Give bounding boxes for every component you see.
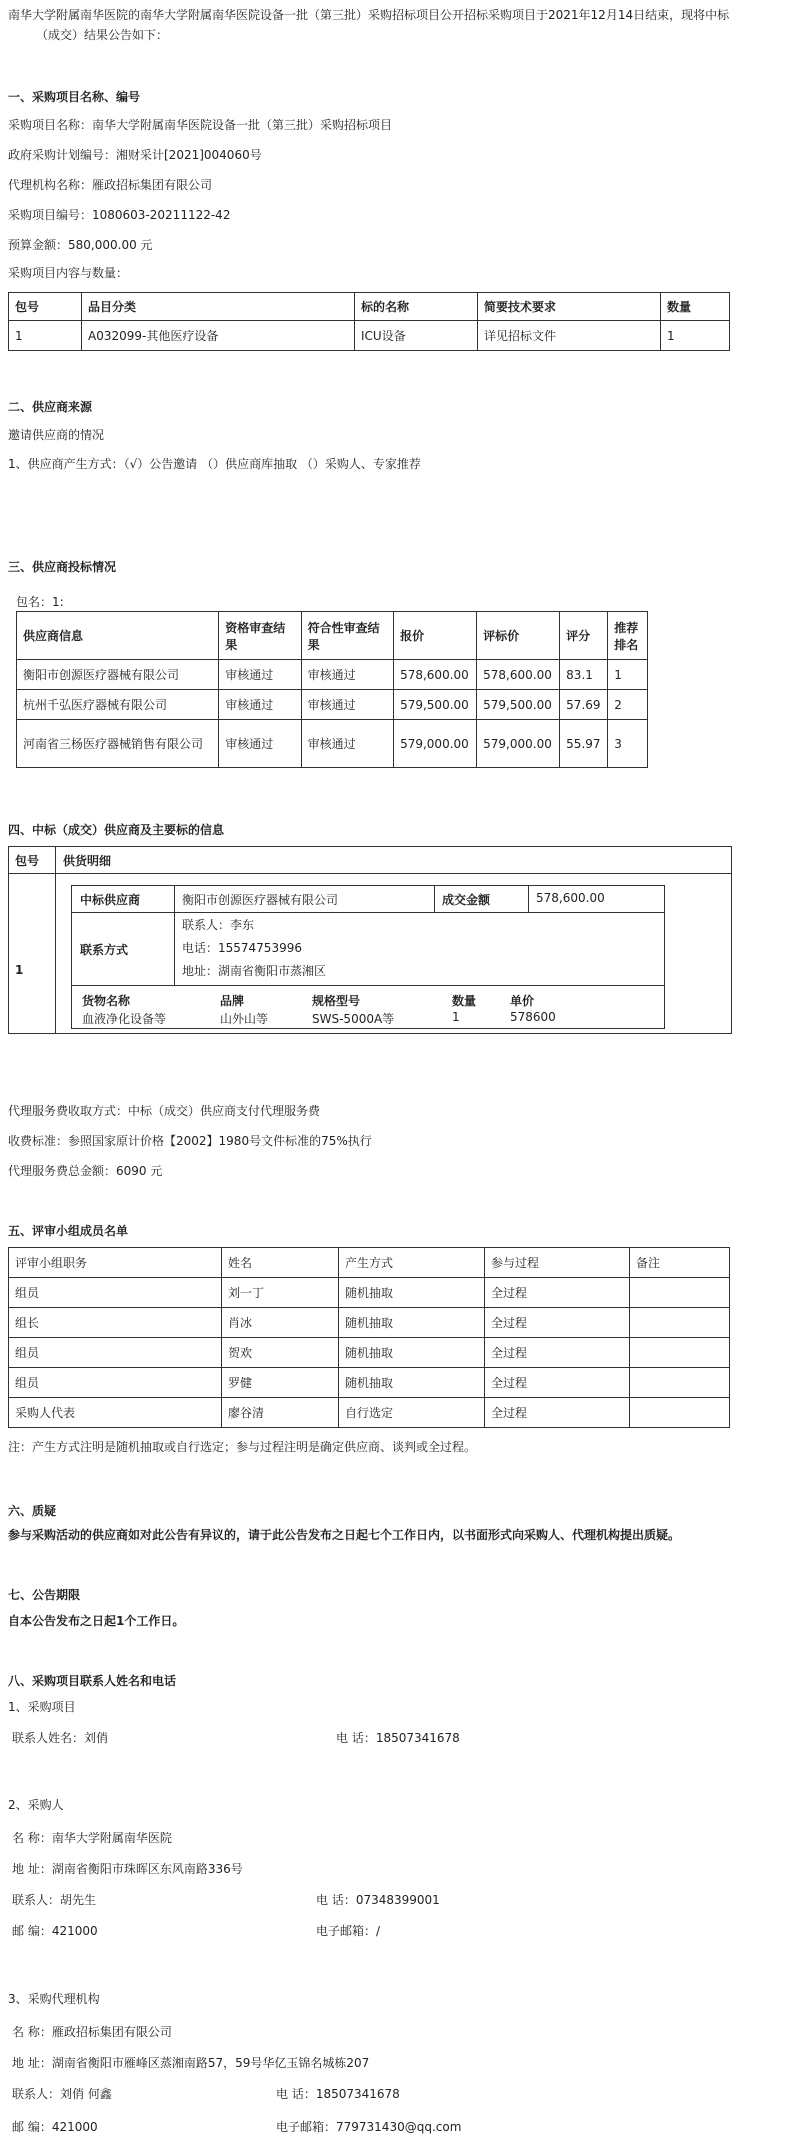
table-cell: 随机抽取	[339, 1308, 485, 1338]
package-name: 包名：1:	[16, 595, 64, 609]
detail-divider	[72, 985, 664, 986]
table-cell: 1	[9, 321, 82, 351]
project-content-table	[8, 292, 730, 351]
buyer-address: 地 址：湖南省衡阳市珠晖区东风南路336号	[12, 1862, 243, 1876]
section-4-title: 四、中标（成交）供应商及主要标的信息	[8, 823, 225, 837]
winner-col-detail: 供货明细	[63, 854, 112, 868]
content-label: 采购项目内容与数量：	[8, 266, 129, 280]
table-cell: 审核通过	[301, 690, 393, 720]
goods-header: 规格型号	[312, 994, 361, 1008]
column-header: 评审小组职务	[9, 1248, 222, 1278]
supplier-source-label: 邀请供应商的情况	[8, 428, 105, 442]
winner-divider-h	[9, 873, 731, 874]
contact-subsection-project: 1、采购项目	[8, 1700, 76, 1714]
detail-divider	[434, 886, 435, 912]
contact-person: 联系人：李东	[182, 918, 255, 932]
table-cell: 随机抽取	[339, 1338, 485, 1368]
table-cell: 全过程	[485, 1368, 630, 1398]
table-cell: 详见招标文件	[478, 321, 661, 351]
project-name: 采购项目名称：南华大学附属南华医院设备一批（第三批）采购招标项目	[8, 118, 393, 132]
table-row	[17, 690, 648, 720]
table-cell: 采购人代表	[9, 1398, 222, 1428]
table-cell: 刘一丁	[222, 1278, 339, 1308]
table-row	[9, 1308, 730, 1338]
table-cell: 审核通过	[301, 660, 393, 690]
goods-cell: SWS-5000A等	[312, 1012, 395, 1026]
intro-line-2: （成交）结果公告如下：	[36, 28, 169, 42]
table-cell: ICU设备	[355, 321, 478, 351]
table-cell	[630, 1368, 730, 1398]
column-header: 标的名称	[355, 293, 478, 321]
table-cell: 2	[608, 690, 648, 720]
goods-cell: 山外山等	[220, 1012, 269, 1026]
contact-subsection-buyer: 2、采购人	[8, 1798, 64, 1812]
goods-header: 单价	[510, 994, 535, 1008]
table-cell	[630, 1338, 730, 1368]
table-cell: 全过程	[485, 1278, 630, 1308]
table-row	[9, 1398, 730, 1428]
table-cell: 579,500.00	[394, 690, 477, 720]
section-5-title: 五、评审小组成员名单	[8, 1224, 129, 1238]
agency-zip: 邮 编：421000	[12, 2120, 98, 2134]
table-cell: 3	[608, 720, 648, 768]
contact-phone: 电话：15574753996	[182, 941, 302, 955]
table-row	[9, 1368, 730, 1398]
contact-subsection-agency: 3、采购代理机构	[8, 1992, 100, 2006]
fee-total: 代理服务费总金额：6090 元	[8, 1164, 163, 1178]
panel-members-table	[8, 1247, 730, 1428]
table-cell: 审核通过	[219, 720, 301, 768]
column-header: 产生方式	[339, 1248, 485, 1278]
goods-cell: 血液净化设备等	[82, 1012, 167, 1026]
buyer-phone: 电 话：07348399001	[316, 1893, 440, 1907]
table-cell: 随机抽取	[339, 1278, 485, 1308]
table-cell: 1	[608, 660, 648, 690]
agency-email: 电子邮箱：779731430@qq.com	[276, 2120, 462, 2134]
table-cell	[630, 1398, 730, 1428]
column-header: 评分	[560, 612, 608, 660]
winner-supplier-name: 衡阳市创源医疗器械有限公司	[182, 893, 339, 907]
section-6-title: 六、质疑	[8, 1504, 57, 1518]
section-3-title: 三、供应商投标情况	[8, 560, 117, 574]
project-contact-name: 联系人姓名：刘俏	[12, 1731, 109, 1745]
budget-amount: 预算金额：580,000.00 元	[8, 238, 153, 252]
table-cell: 全过程	[485, 1398, 630, 1428]
agency-address: 地 址：湖南省衡阳市雁峰区蒸湘南路57，59号华亿玉锦名城栋207	[12, 2056, 370, 2070]
buyer-zip: 邮 编：421000	[12, 1924, 98, 1938]
column-header: 资格审查结果	[219, 612, 301, 660]
column-header: 符合性审查结果	[301, 612, 393, 660]
table-cell: 审核通过	[219, 690, 301, 720]
column-header: 参与过程	[485, 1248, 630, 1278]
notice-period-text: 自本公告发布之日起1个工作日。	[8, 1614, 185, 1628]
table-cell: 肖冰	[222, 1308, 339, 1338]
contact-address: 地址：湖南省衡阳市蒸湘区	[182, 964, 327, 978]
project-number: 采购项目编号：1080603-20211122-42	[8, 208, 231, 222]
column-header: 数量	[661, 293, 730, 321]
column-header: 备注	[630, 1248, 730, 1278]
column-header: 姓名	[222, 1248, 339, 1278]
column-header: 包号	[9, 293, 82, 321]
agency-name: 代理机构名称：雁政招标集团有限公司	[8, 178, 213, 192]
winner-package-number: 1	[15, 963, 24, 977]
goods-cell: 1	[452, 1010, 460, 1024]
section-2-title: 二、供应商来源	[8, 400, 93, 414]
table-cell	[630, 1308, 730, 1338]
section-8-title: 八、采购项目联系人姓名和电话	[8, 1674, 177, 1688]
table-cell: 自行选定	[339, 1398, 485, 1428]
column-header: 简要技术要求	[478, 293, 661, 321]
table-cell: 579,500.00	[477, 690, 560, 720]
table-cell: 57.69	[560, 690, 608, 720]
agency-phone: 电 话：18507341678	[276, 2087, 400, 2101]
goods-header: 数量	[452, 994, 477, 1008]
table-cell: 组员	[9, 1338, 222, 1368]
objection-text: 参与采购活动的供应商如对此公告有异议的，请于此公告发布之日起七个工作日内，以书面形式向采购人、代理机构提出质疑。	[8, 1528, 681, 1542]
column-header: 报价	[394, 612, 477, 660]
buyer-contact: 联系人：胡先生	[12, 1893, 97, 1907]
winner-divider-v	[55, 847, 56, 1033]
detail-divider	[174, 886, 175, 985]
table-cell: 组长	[9, 1308, 222, 1338]
table-row	[17, 720, 648, 768]
table-cell: 审核通过	[219, 660, 301, 690]
table-cell: 579,000.00	[394, 720, 477, 768]
table-cell: 55.97	[560, 720, 608, 768]
buyer-name: 名 称：南华大学附属南华医院	[12, 1831, 172, 1845]
section-1-title: 一、采购项目名称、编号	[8, 90, 141, 104]
bid-table	[16, 611, 648, 768]
table-cell: A032099-其他医疗设备	[82, 321, 355, 351]
panel-note: 注：产生方式注明是随机抽取或自行选定；参与过程注明是确定供应商、谈判或全过程。	[8, 1440, 477, 1454]
table-cell: 杭州千弘医疗器械有限公司	[17, 690, 219, 720]
column-header: 评标价	[477, 612, 560, 660]
winner-supplier-label: 中标供应商	[80, 893, 141, 907]
table-cell: 组员	[9, 1278, 222, 1308]
table-row	[9, 321, 730, 351]
fee-method: 代理服务费收取方式：中标（成交）供应商支付代理服务费	[8, 1104, 321, 1118]
detail-divider	[528, 886, 529, 912]
table-cell: 廖谷清	[222, 1398, 339, 1428]
table-cell: 河南省三杨医疗器械销售有限公司	[17, 720, 219, 768]
goods-header: 货物名称	[82, 994, 131, 1008]
table-cell: 83.1	[560, 660, 608, 690]
agency-name-contact: 名 称：雁政招标集团有限公司	[12, 2025, 172, 2039]
table-cell: 审核通过	[301, 720, 393, 768]
table-header-row	[9, 1248, 730, 1278]
table-cell: 579,000.00	[477, 720, 560, 768]
table-cell: 全过程	[485, 1308, 630, 1338]
table-row	[9, 1338, 730, 1368]
deal-amount-label: 成交金额	[442, 893, 491, 907]
intro-line-1: 南华大学附属南华医院的南华大学附属南华医院设备一批（第三批）采购招标项目公开招标采购项目于2021年12月14日结束，现将中标	[8, 8, 730, 22]
fee-standard: 收费标准：参照国家原计价格【2002】1980号文件标准的75%执行	[8, 1134, 372, 1148]
deal-amount-value: 578,600.00	[536, 891, 605, 905]
table-cell: 组员	[9, 1368, 222, 1398]
buyer-email: 电子邮箱：/	[316, 1924, 381, 1938]
column-header: 推荐排名	[608, 612, 648, 660]
table-cell	[630, 1278, 730, 1308]
table-cell: 贺欢	[222, 1338, 339, 1368]
table-cell: 罗健	[222, 1368, 339, 1398]
agency-contact: 联系人：刘俏 何鑫	[12, 2087, 112, 2101]
winner-col-package: 包号	[15, 854, 40, 868]
table-cell: 578,600.00	[394, 660, 477, 690]
contact-label: 联系方式	[80, 943, 129, 957]
project-contact-phone: 电 话：18507341678	[336, 1731, 460, 1745]
plan-number: 政府采购计划编号：湘财采计[2021]004060号	[8, 148, 262, 162]
table-cell: 衡阳市创源医疗器械有限公司	[17, 660, 219, 690]
table-row	[9, 1278, 730, 1308]
table-cell: 578,600.00	[477, 660, 560, 690]
winner-box	[8, 846, 732, 1034]
table-cell: 随机抽取	[339, 1368, 485, 1398]
goods-cell: 578600	[510, 1010, 556, 1024]
goods-header: 品牌	[220, 994, 245, 1008]
supplier-source-method: 1、供应商产生方式：（√）公告邀请 （）供应商库抽取 （）采购人、专家推荐	[8, 457, 421, 471]
column-header: 品目分类	[82, 293, 355, 321]
column-header: 供应商信息	[17, 612, 219, 660]
table-header-row	[17, 612, 648, 660]
table-cell: 1	[661, 321, 730, 351]
supply-detail-box	[71, 885, 665, 1029]
section-7-title: 七、公告期限	[8, 1588, 81, 1602]
table-cell: 全过程	[485, 1338, 630, 1368]
table-row	[17, 660, 648, 690]
table-header-row	[9, 293, 730, 321]
